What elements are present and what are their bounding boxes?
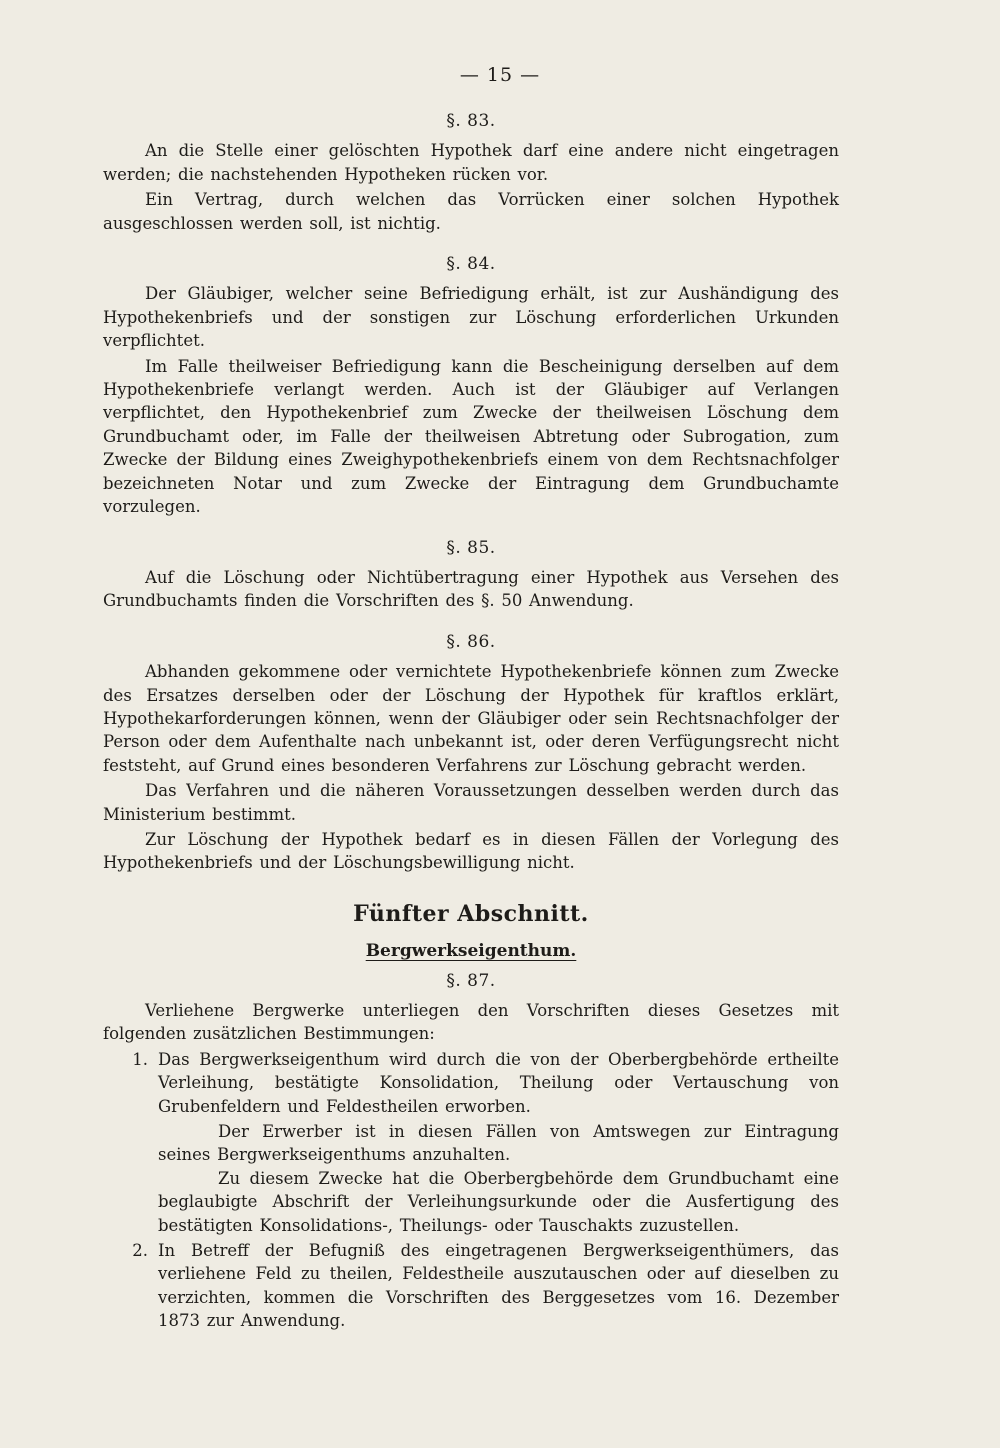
- paragraph: Der Gläubiger, welcher seine Befriedigung erhält, ist zur Aushändigung des Hypothekenbriefs und der sonstigen zur Löschung erforderlichen Urkunden verpflichtet.: [103, 284, 839, 351]
- paragraph: Abhanden gekommene oder vernichtete Hypothekenbriefe können zum Zwecke des Ersatzes derselben oder der Löschung der Hypothek für kraftlos erklärt, Hypothekarforderungen können, wenn der Gläubiger oder sein Rechtsnachfolger der Person oder dem Aufenthalte nach unbekannt ist, oder deren Verfügungsrecht nicht feststeht, auf Grund eines besonderen Verfahrens zur Löschung gebracht werden.: [103, 662, 839, 775]
- list-item-number: 1.: [132, 1049, 148, 1069]
- list-item-number: 2.: [132, 1241, 148, 1261]
- list-item-body: [158, 1048, 839, 1237]
- section-heading-84: §. 84.: [446, 254, 496, 275]
- list-item: [103, 1048, 839, 1237]
- section-heading-86: §. 86.: [446, 631, 496, 652]
- paragraph: An die Stelle einer gelöschten Hypothek darf eine andere nicht eingetragen werden; die nachstehenden Hypotheken rücken vor.: [103, 141, 839, 184]
- list-item: [103, 1239, 839, 1335]
- paragraph: Verliehene Bergwerke unterliegen den Vorschriften dieses Gesetzes mit folgenden zusätzlichen Bestimmungen:: [103, 1001, 839, 1044]
- section-heading-87: §. 87.: [446, 970, 496, 991]
- chapter-title: Fünfter Abschnitt.: [353, 900, 589, 927]
- paragraph: Auf die Löschung oder Nichtübertragung einer Hypothek aus Versehen des Grundbuchamts finden die Vorschriften des §. 50 Anwendung.: [103, 567, 839, 611]
- page-number: — 15 —: [459, 64, 541, 86]
- paragraph: Ein Vertrag, durch welchen das Vorrücken einer solchen Hypothek ausgeschlossen werden soll, ist nichtig.: [103, 190, 839, 233]
- paragraph: Im Falle theilweiser Befriedigung kann die Bescheinigung derselben auf dem Hypothekenbriefe verlangt werden. Auch ist der Gläubiger auf Verlangen verpflichtet, den Hypothekenbrief zum Zwecke der theilweisen Löschung dem Grundbuchamt oder, im Falle der theilweisen Abtretung oder Subrogation, zum Zwecke der Bildung eines Zweighypothekenbriefs einem von dem Rechtsnachfolger bezeichneten Notar und zum Zwecke der Eintragung dem Grundbuchamte vorzulegen.: [103, 356, 839, 517]
- paragraph: Zu diesem Zwecke hat die Oberbergbehörde dem Grundbuchamt eine beglaubigte Abschrift der Verleihungsurkunde oder die Ausfertigung des bestätigten Konsolidations-, Theilungs- oder Tauschakts zuzustellen.: [158, 1168, 839, 1235]
- section-heading-83: §. 83.: [446, 111, 496, 131]
- paragraph: Das Verfahren und die näheren Voraussetzungen desselben werden durch das Ministerium bestimmt.: [103, 781, 839, 824]
- paragraph: Das Bergwerkseigenthum wird durch die von der Oberbergbehörde ertheilte Verleihung, bestätigte Konsolidation, Theilung oder Vertauschung von Grubenfeldern und Feldestheilen erworben.: [158, 1049, 839, 1116]
- paragraph: Der Erwerber ist in diesen Fällen von Amtswegen zur Eintragung seines Bergwerkseigenthums anzuhalten.: [158, 1122, 839, 1165]
- paragraph: Zur Löschung der Hypothek bedarf es in diesen Fällen der Vorlegung des Hypothekenbriefs und der Löschungsbewilligung nicht.: [103, 829, 839, 873]
- body-text: [103, 110, 839, 1337]
- section-heading-85: §. 85.: [446, 537, 496, 558]
- paragraph: In Betreff der Befugniß des eingetragenen Bergwerkseigenthümers, das verliehene Feld zu theilen, Feldestheile auszutauschen oder auf dieselben zu verzichten, kommen die Vorschriften des Berggesetzes vom 16. Dezember 1873 zur Anwendung.: [158, 1241, 839, 1331]
- chapter-subtitle: Bergwerkseigenthum.: [365, 941, 577, 962]
- list-item-body: [158, 1239, 839, 1335]
